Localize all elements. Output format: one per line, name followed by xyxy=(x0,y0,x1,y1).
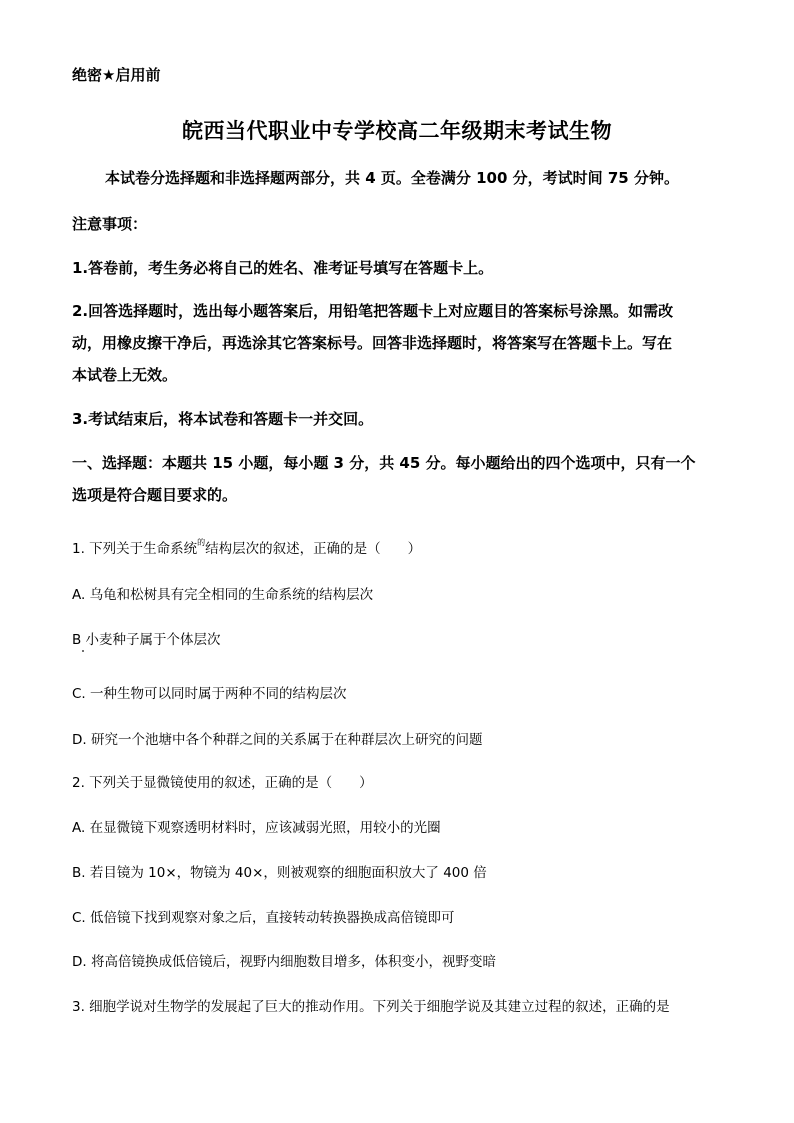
question-2-option-a: A. 在显微镜下观察透明材料时，应该减弱光照，用较小的光圈 xyxy=(72,820,441,836)
note-2-line-3: 本试卷上无效。 xyxy=(72,366,178,384)
exam-intro: 本试卷分选择题和非选择题两部分，共 4 页。全卷满分 100 分，考试时间 75 分钟。 xyxy=(105,169,679,187)
section-1-heading-line-1: 一、选择题：本题共 15 小题，每小题 3 分，共 45 分。每小题给出的四个选项中，只有一个 xyxy=(72,454,696,472)
question-1-stem-text: 1. 下列关于生命系统 xyxy=(72,541,198,557)
stray-dot xyxy=(82,650,84,652)
question-2-option-b: B. 若目镜为 10×，物镜为 40×，则被观察的细胞面积放大了 400 倍 xyxy=(72,865,487,881)
note-2-line-2: 动，用橡皮擦干净后，再选涂其它答案标号。回答非选择题时，将答案写在答题卡上。写在 xyxy=(72,334,673,352)
question-1-option-b: B 小麦种子属于个体层次 xyxy=(72,632,221,648)
note-2-line-1: 2.回答选择题时，选出每小题答案后，用铅笔把答题卡上对应题目的答案标号涂黑。如需改 xyxy=(72,302,674,320)
question-1-stem-text-end: 结构层次的叙述，正确的是（ ） xyxy=(205,541,422,557)
notes-heading: 注意事项： xyxy=(72,215,148,233)
note-3: 3.考试结束后，将本试卷和答题卡一并交回。 xyxy=(72,410,374,428)
question-2-option-d: D. 将高倍镜换成低倍镜后，视野内细胞数目增多，体积变小，视野变暗 xyxy=(72,954,496,970)
section-1-heading-line-2: 选项是符合题目要求的。 xyxy=(72,486,238,504)
question-1-option-c: C. 一种生物可以同时属于两种不同的结构层次 xyxy=(72,686,347,702)
secret-label: 绝密★启用前 xyxy=(72,66,161,84)
question-3-stem: 3. 细胞学说对生物学的发展起了巨大的推动作用。下列关于细胞学说及其建立过程的叙述，正确的是 xyxy=(72,999,670,1015)
exam-title: 皖西当代职业中专学校高二年级期末考试生物 xyxy=(182,118,612,143)
question-1-option-a: A. 乌龟和松树具有完全相同的生命系统的结构层次 xyxy=(72,587,374,603)
question-2-option-c: C. 低倍镜下找到观察对象之后，直接转动转换器换成高倍镜即可 xyxy=(72,910,455,926)
question-2-stem: 2. 下列关于显微镜使用的叙述，正确的是（ ） xyxy=(72,775,373,791)
question-1-stem-mark: 的 xyxy=(197,538,206,547)
question-1-stem xyxy=(72,537,421,557)
note-1: 1.答卷前，考生务必将自己的姓名、准考证号填写在答题卡上。 xyxy=(72,259,494,277)
question-1-option-d: D. 研究一个池塘中各个种群之间的关系属于在种群层次上研究的问题 xyxy=(72,732,483,748)
